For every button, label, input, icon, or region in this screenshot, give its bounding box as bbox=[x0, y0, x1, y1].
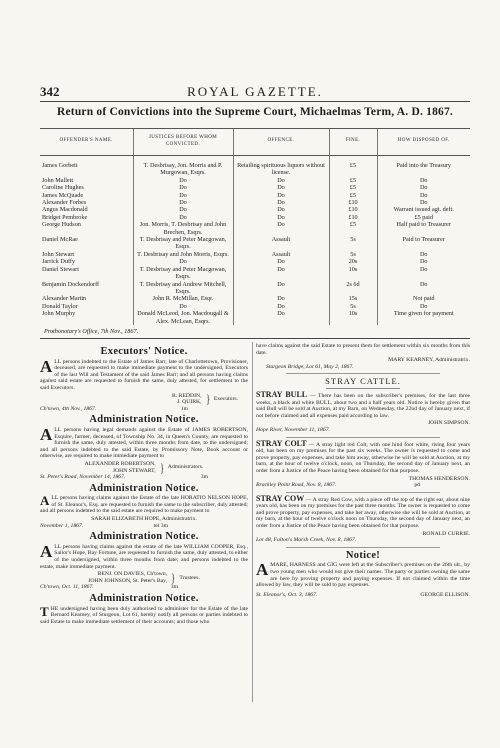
executors-place-date: Ch'town, 4th Nov., 1867. bbox=[40, 405, 97, 412]
kearney-signatory: MARY KEARNEY, Administratrix. bbox=[388, 357, 470, 364]
administrator-name: JOHN STEWART, bbox=[112, 467, 156, 474]
admin3-signatures: BENJ. ON DAVIES, Ch'town, JOHN JOHNSON, St. Peter's Bay, } Trustees. bbox=[88, 569, 200, 585]
table-row bbox=[40, 251, 470, 258]
offender-name-cell: John Stewart bbox=[42, 250, 75, 258]
fine-cell: £5 bbox=[329, 192, 377, 199]
section-rule bbox=[40, 338, 470, 339]
offender-name-cell: Daniel Stewart bbox=[42, 265, 79, 273]
admin3-ref: 3m bbox=[170, 584, 178, 591]
justices-cell: Do bbox=[133, 214, 233, 221]
colt-notice: STRAY COLT — A stray light red Colt, with one hind foot white, rising four years old, has been on my premises for the past six weeks. The owner is requested to come and prove property, pay expenses, and take him away, otherwise he will be sold at Auction, at my barn, at the hour of twelve o'clock, noon, on Thursday, the second day of January next, an order from a Justice of the Peace having been obtained for that purpose. bbox=[256, 438, 471, 474]
trustee-name: BENJ. ON DAVIES, Ch'town, bbox=[97, 571, 168, 578]
admin2-heading: Administration Notice. bbox=[89, 482, 199, 494]
kearney-place-date: Sturgeon Bridge, Lot 61, May 2, 1867. bbox=[266, 363, 354, 370]
colt-ref: pd bbox=[414, 482, 420, 489]
administrator-name: ALEXANDER ROBERTSON, bbox=[84, 460, 156, 467]
executors-body: ALL persons indebted to the Estate of James Barr, late of Charlottetown, Provisioner, deceased, are requested to make immediate payment to the undersigned, Executors of the last Will and Testament of the said James Barr; and all persons having claims against said estate are requested to furnish the same, duly attested, for settlement to the said Executors. bbox=[40, 356, 248, 391]
admin2-ref: tel 3m bbox=[153, 522, 168, 529]
table-row bbox=[40, 184, 470, 191]
cow-place-date: Lot 48, Fulton's Marsh Creek, Nov. 8, 1867. bbox=[256, 537, 357, 544]
justices-cell: Jon. Morris, T. Desbrisay and John Brechen, Esqrs. bbox=[133, 221, 233, 236]
offender-name-cell: John Murphy bbox=[42, 310, 76, 318]
offence-cell: Do bbox=[233, 206, 329, 213]
table-row bbox=[40, 310, 470, 325]
offence-cell: Assault bbox=[233, 236, 329, 251]
bull-notice: STRAY BULL — There has been on the subscriber's premises, for the last three weeks, a black and white BULL, about two and a half years old. Notice is hereby given that said Bull will be sold at Auction, at my Barn, on Wednesday, the 22nd day of January next, if not before claimed and all expenses paid according to law. bbox=[256, 389, 471, 419]
convictions-table bbox=[40, 128, 470, 325]
justices-cell: T. Desbrisay and Andrew Mitchell, Esqrs. bbox=[133, 281, 233, 296]
disposition-cell: Do bbox=[377, 251, 470, 258]
offence-cell: Do bbox=[233, 214, 329, 221]
executors-signatures: R. REDDIN, J. QUIRK, } Executors. bbox=[172, 391, 238, 407]
justices-cell: T. Desbrisay and Peter Macgowan, Esqrs. bbox=[133, 266, 233, 281]
admin2-body: ALL persons having claims against the Estate of the late HORATIO NELSON HOPE, of St. Eleanor's, Esq. are requested to furnish the same to the subscriber, duly attested; and all persons indebted to the said estate are required to make payment to bbox=[40, 493, 248, 515]
prothonotary-footer: Prothonotary's Office, 7th Nov., 1867. bbox=[44, 328, 139, 335]
justices-cell: Do bbox=[133, 303, 233, 310]
column-header: OFFENDER'S NAME. bbox=[40, 129, 133, 156]
fine-cell: 10s bbox=[329, 310, 377, 325]
offence-cell: Do bbox=[233, 303, 329, 310]
admin4-body: THE undersigned having been duly authorised to administer for the Estate of the late Bernard Kearney, of Sturgeon, Lot 61, hereby notify all persons or parties indebted to said Estate to make immediate settlement of their accounts; and those who bbox=[40, 603, 248, 625]
offence-cell: Do bbox=[233, 258, 329, 265]
offence-cell: Do bbox=[233, 281, 329, 296]
offender-name-cell: James McQuade bbox=[42, 191, 84, 199]
table-row bbox=[40, 192, 470, 199]
offence-cell: Do bbox=[233, 221, 329, 236]
bull-signatory: JOHN SIMPSON. bbox=[427, 420, 470, 427]
table-row bbox=[40, 206, 470, 213]
table-row bbox=[40, 295, 470, 302]
left-column bbox=[40, 344, 248, 626]
disposition-cell: Do bbox=[377, 199, 470, 206]
fine-cell: 5s bbox=[329, 236, 377, 251]
admin3-role: Trustees. bbox=[179, 574, 200, 581]
disposition-cell: Do bbox=[377, 303, 470, 310]
disposition-cell: Do bbox=[377, 192, 470, 199]
offence-cell: Assault bbox=[233, 251, 329, 258]
offence-cell: Do bbox=[233, 184, 329, 191]
fine-cell: £10 bbox=[329, 214, 377, 221]
justices-cell: Do bbox=[133, 206, 233, 213]
disposition-cell: Do bbox=[377, 258, 470, 265]
offender-name-cell: Bridget Pembroke bbox=[42, 213, 88, 221]
fine-cell: 5s bbox=[329, 303, 377, 310]
table-row bbox=[40, 214, 470, 221]
returns-title: Return of Convictions into the Supreme Court, Michaelmas Term, A. D. 1867. bbox=[57, 106, 453, 118]
table-row bbox=[40, 177, 470, 184]
admin2-place-date: November 1, 1867. bbox=[40, 522, 84, 529]
divider-rule bbox=[286, 492, 440, 493]
table-row bbox=[40, 162, 470, 177]
divider-rule bbox=[286, 547, 440, 548]
executor-name: R. REDDIN, bbox=[172, 392, 202, 399]
offender-name-cell: Angus Macdonald bbox=[42, 206, 88, 214]
admin1-place-date: St. Peter's Road, November 14, 1867. bbox=[40, 474, 126, 481]
justices-cell: T. Desbrisay and John Morris, Esqrs. bbox=[133, 251, 233, 258]
admin3-body: ALL persons having claims against the estate of the late WILLIAM COOPER, Esq., Sailor's Hope, Bay Fortune, are requested to furnish the same, duly attested, to either of the undersigned, within three months from date; and persons indebted to the estate, make immediate payment. bbox=[40, 541, 248, 570]
fine-cell: 10s bbox=[329, 266, 377, 281]
offence-cell: Do bbox=[233, 177, 329, 184]
table-row bbox=[40, 266, 470, 281]
justices-cell: T. Desbrisay, Jon. Morris and P. Murgowan, Esqrs. bbox=[133, 162, 233, 177]
offence-cell: Do bbox=[233, 310, 329, 325]
offence-cell: Do bbox=[233, 199, 329, 206]
offender-name-cell: Jarrick Duffy bbox=[42, 258, 76, 266]
table-row bbox=[40, 303, 470, 310]
admin1-role: Administrators. bbox=[167, 464, 204, 471]
admin1-ref: 3m bbox=[200, 474, 208, 481]
trustee-name: JOHN JOHNSON, St. Peter's Bay, bbox=[88, 577, 168, 584]
colt-signatory: THOMAS HENDERSON. bbox=[408, 475, 470, 482]
notice-place-date: St. Eleanor's, Oct. 3, 1867. bbox=[256, 591, 318, 598]
offence-cell: Retailing spirituous liquors without license. bbox=[233, 162, 329, 177]
executors-role: Executors. bbox=[213, 395, 238, 402]
disposition-cell: Do bbox=[377, 281, 470, 296]
column-header: HOW DISPOSED OF. bbox=[377, 129, 470, 156]
offence-cell: Do bbox=[233, 192, 329, 199]
right-column bbox=[256, 343, 470, 598]
offence-cell: Do bbox=[233, 295, 329, 302]
disposition-cell: Do bbox=[377, 184, 470, 191]
justices-cell: T. Desbrisay and Peter Macgowan, Esqrs. bbox=[133, 236, 233, 251]
gazette-title: ROYAL GAZETTE. bbox=[187, 84, 323, 99]
justices-cell: Do bbox=[133, 192, 233, 199]
justices-cell: Do bbox=[133, 177, 233, 184]
justices-cell: Do bbox=[133, 258, 233, 265]
disposition-cell: £5 paid bbox=[377, 214, 470, 221]
table-row bbox=[40, 281, 470, 296]
disposition-cell: Do bbox=[377, 266, 470, 281]
executors-heading: Executors' Notice. bbox=[100, 346, 188, 357]
justices-cell: Do bbox=[133, 184, 233, 191]
fine-cell: 20s bbox=[329, 258, 377, 265]
admin4-heading: Administration Notice. bbox=[89, 593, 199, 604]
column-header: FINE. bbox=[329, 129, 377, 156]
divider-rule bbox=[326, 388, 400, 389]
colt-place-date: Brackley Point Road, Nov. 8, 1867. bbox=[256, 482, 337, 489]
column-divider bbox=[252, 342, 253, 702]
stray-cattle-heading: STRAY CATTLE. bbox=[325, 376, 401, 387]
admin1-body: ALL persons having legal demands against the Estate of JAMES ROBERTSON, Esquire, farmer, deceased, of Township No. 34, in Queen's County, are requested to furnish the same, duly attested, within three months from date, to the undersigned; and all persons indebted to the said Estate, by Promissory Note, Book account or otherwise, are required to make immediate payment to bbox=[40, 424, 248, 460]
fine-cell: £5 bbox=[329, 221, 377, 236]
executors-ref: 1m bbox=[180, 405, 188, 412]
disposition-cell: Paid to Treasurer bbox=[377, 236, 470, 251]
kearney-body: have claims against the said Estate to present them for settlement within six months from this date. bbox=[256, 343, 470, 356]
fine-cell: £5 bbox=[329, 177, 377, 184]
fine-cell: £5 bbox=[329, 162, 377, 177]
offender-name-cell: Daniel McRae bbox=[42, 236, 78, 244]
offender-name-cell: James Gorbett bbox=[42, 162, 78, 169]
notice-signatory: GEORGE ELLISON. bbox=[420, 591, 470, 598]
disposition-cell: Time given for payment bbox=[377, 310, 470, 325]
notice-heading: Notice! bbox=[345, 549, 381, 561]
table-row bbox=[40, 258, 470, 265]
disposition-cell: Half paid to Treasurer bbox=[377, 221, 470, 236]
disposition-cell: Not paid bbox=[377, 295, 470, 302]
fine-cell: 2s 6d bbox=[329, 281, 377, 296]
admin3-heading: Administration Notice. bbox=[89, 531, 199, 543]
page-number: 342 bbox=[40, 84, 60, 99]
page-header bbox=[40, 84, 470, 102]
justices-cell: Do bbox=[133, 199, 233, 206]
table-row bbox=[40, 236, 470, 251]
offender-name-cell: George Hudson bbox=[42, 221, 81, 229]
admin2-signatory: SARAH ELIZABETH HOPE, Administratrix. bbox=[91, 516, 197, 523]
justices-cell: Donald McLeod, Jon. Macdougall & Alex. McLean, Esqrs. bbox=[133, 310, 233, 325]
table-header-row bbox=[40, 129, 470, 156]
fine-cell: £5 bbox=[329, 184, 377, 191]
table-row bbox=[40, 199, 470, 206]
fine-cell: £10 bbox=[329, 199, 377, 206]
table-row bbox=[40, 221, 470, 236]
admin3-place-date: Ch'town, Oct. 11, 1867. bbox=[40, 584, 94, 591]
offender-name-cell: Caroline Hughes bbox=[42, 184, 84, 192]
justices-cell: John R. McMillan, Esqr. bbox=[133, 295, 233, 302]
bull-place-date: Hope River, November 11, 1867. bbox=[256, 426, 330, 433]
offender-name-cell: Donald Taylor bbox=[42, 302, 78, 310]
executor-name: J. QUIRK, bbox=[177, 399, 202, 406]
offender-name-cell: Alexander Martin bbox=[42, 295, 87, 303]
offender-name-cell: John Mallett bbox=[42, 176, 74, 184]
column-header: OFFENCE. bbox=[233, 129, 329, 156]
notice-body: AMARE, HARNESS and GIG were left at the Subscriber's premises on the 26th ult., by two young men who would not give their names. The party or parties owning the same are here by proving property and paying expenses. If not claimed within the time allowed by law, they will be sold to pay expenses. bbox=[256, 560, 470, 589]
divider-rule bbox=[286, 437, 440, 438]
fine-cell: £10 bbox=[329, 206, 377, 213]
fine-cell: 15s bbox=[329, 295, 377, 302]
cow-notice: STRAY COW — A stray Red Cow, with a piece off the top of the right ear, about nine years old, has been on my premises for the past three months. The owner is requested to come and prove property, pay expenses, and take her away, otherwise she will be sold at Auction, at my barn, at the hour of twelve o'clock noon on Thursday, the second day of January next, an order from a Justice of the Peace having been obtained for that purpose. bbox=[256, 493, 470, 530]
offence-cell: Do bbox=[233, 266, 329, 281]
offender-name-cell: Benjamin Dockendorff bbox=[42, 280, 100, 288]
header-rule bbox=[40, 101, 470, 102]
column-header: JUSTICES BEFORE WHOM CONVICTED. bbox=[133, 129, 233, 156]
disposition-cell: Paid into the Treasury bbox=[377, 162, 470, 177]
cow-signatory: RONALD CURRIE. bbox=[422, 530, 470, 537]
disposition-cell: Do bbox=[377, 177, 470, 184]
admin1-heading: Administration Notice. bbox=[89, 414, 199, 426]
offender-name-cell: Alexander Forbes bbox=[42, 199, 87, 207]
divider-rule bbox=[286, 373, 440, 374]
admin1-signatures: ALEXANDER ROBERTSON, JOHN STEWART, } Administrators. bbox=[84, 459, 204, 475]
fine-cell: 5s bbox=[329, 251, 377, 258]
disposition-cell: Warrant issued agt. deft. bbox=[377, 206, 470, 213]
